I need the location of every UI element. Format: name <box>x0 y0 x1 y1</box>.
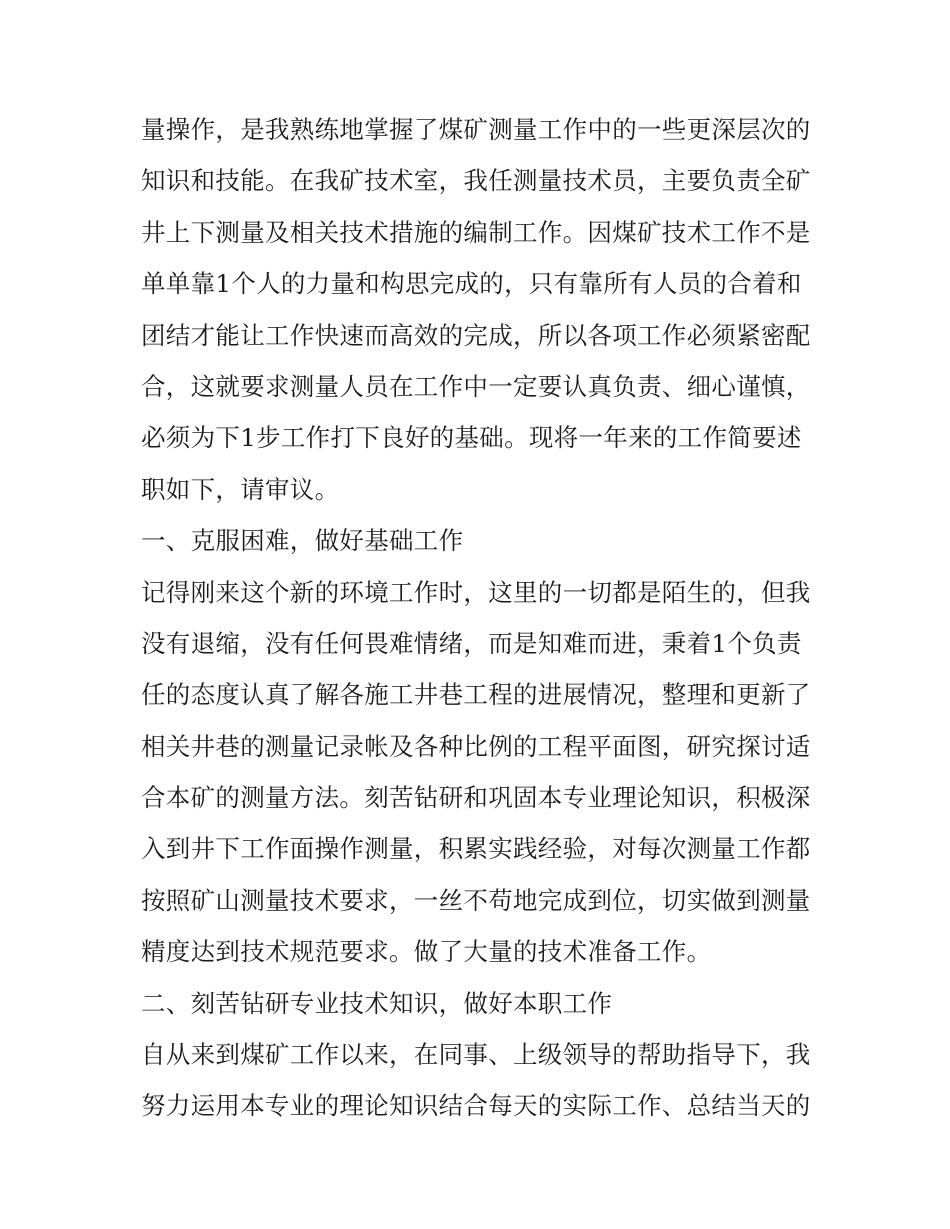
text-line: 努力运用本专业的理论知识结合每天的实际工作、总结当天的 <box>141 1091 811 1121</box>
text-line: 职如下，请审议。 <box>141 474 340 504</box>
text-line: 合本矿的测量方法。刻苦钻研和巩固本专业理论知识，积极深 <box>141 783 811 813</box>
text-line: 相关井巷的测量记录帐及各种比例的工程平面图，研究探讨适 <box>141 731 811 761</box>
text-line: 井上下测量及相关技术措施的编制工作。因煤矿技术工作不是 <box>141 217 811 247</box>
text-line: 团结才能让工作快速而高效的完成，所以各项工作必须紧密配 <box>141 320 811 350</box>
text-line: 合，这就要求测量人员在工作中一定要认真负责、细心谨慎， <box>141 371 811 401</box>
text-line: 任的态度认真了解各施工井巷工程的进展情况，整理和更新了 <box>141 680 811 710</box>
text-line: 按照矿山测量技术要求，一丝不苟地完成到位，切实做到测量 <box>141 885 811 915</box>
text-line: 精度达到技术规范要求。做了大量的技术准备工作。 <box>141 937 712 967</box>
text-line: 入到井下工作面操作测量，积累实践经验，对每次测量工作都 <box>141 834 811 864</box>
document-body <box>141 104 821 1132</box>
text-line: 知识和技能。在我矿技术室，我任测量技术员，主要负责全矿 <box>141 166 811 196</box>
section-heading-2: 二、刻苦钻研专业技术知识，做好本职工作 <box>141 988 613 1018</box>
text-line: 没有退缩，没有任何畏难情绪，而是知难而进，秉着1个负责 <box>141 628 802 658</box>
text-line: 必须为下1步工作打下良好的基础。现将一年来的工作简要述 <box>141 423 802 453</box>
text-line: 记得刚来这个新的环境工作时，这里的一切都是陌生的，但我 <box>141 577 811 607</box>
text-line: 量操作，是我熟练地掌握了煤矿测量工作中的一些更深层次的 <box>141 115 811 144</box>
section-heading-1: 一、克服困难，做好基础工作 <box>141 526 464 556</box>
text-line: 单单靠1个人的力量和构思完成的，只有靠所有人员的合着和 <box>141 269 802 299</box>
text-line: 自从来到煤矿工作以来，在同事、上级领导的帮助指导下，我 <box>141 1040 811 1070</box>
